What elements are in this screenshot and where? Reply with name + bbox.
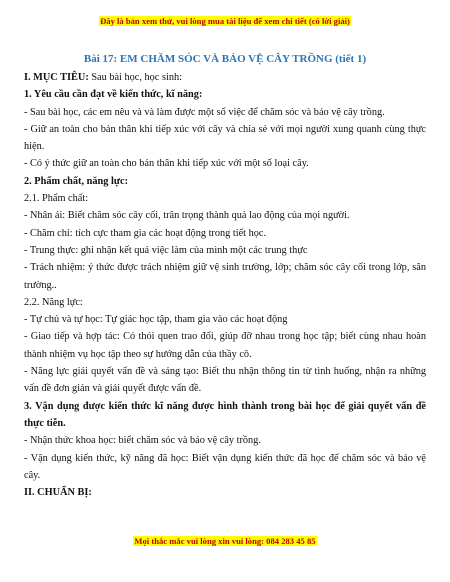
section-intro: Sau bài học, học sinh: [88, 72, 182, 83]
list-item: - Năng lực giải quyết vấn đề và sáng tạo: Biết thu nhận thông tin từ tình huống, nhận ra những vấn đề đơn giản và giải quyết được vấn đề. [24, 366, 426, 395]
list-item: - Có ý thức giữ an toàn cho bản thân khi tiếp xúc với một số loại cây. [24, 158, 309, 170]
list-item: - Giao tiếp và hợp tác: Có thói quen trao đổi, giúp đỡ nhau trong học tập; biết cùng nhau hoàn thành nhiệm vụ học tập theo sự hướng dẫn của thầy cô. [24, 331, 426, 360]
preview-notice-text: Đây là bản xem thử, vui lòng mua tài liệu để xem chi tiết (có lời giải) [100, 16, 350, 26]
list-item: - Nhân ái: Biết chăm sóc cây cối, trân trọng thành quả lao động của mọi người. [24, 210, 350, 222]
list-item: - Tự chủ và tự học: Tự giác học tập, tham gia vào các hoạt động [24, 314, 288, 326]
subsection-label: 2.1. Phẩm chất: [24, 193, 89, 205]
contact-text: Mọi thắc mắc vui lòng xin vui lòng: 084 283 45 85 [134, 536, 316, 546]
list-item: - Sau bài học, các em nêu và và làm được một số việc để chăm sóc và bảo vệ cây trồng. [24, 106, 385, 118]
subsection-heading: 1. Yêu cầu cần đạt về kiến thức, kĩ năng: [24, 89, 203, 101]
document-body [24, 52, 426, 501]
list-item: - Trách nhiệm: ý thức được trách nhiệm giữ vệ sinh trường, lớp; chăm sóc cây cối trong lớp, sân trường.. [24, 262, 426, 291]
list-item: - Vận dụng kiến thức, kỹ năng đã học: Biết vận dụng kiến thức đã học để chăm sóc và bảo vệ cây. [24, 452, 426, 481]
list-item: - Chăm chỉ: tích cực tham gia các hoạt động trong tiết học. [24, 227, 267, 239]
list-item: - Trung thực: ghi nhận kết quả việc làm của mình một các trung thực [24, 244, 308, 256]
subsection-label: 2.2. Năng lực: [24, 296, 83, 308]
subsection-heading: 3. Vận dụng được kiến thức kĩ năng được hình thành trong bài học để giải quyết vấn đề thực tiễn. [24, 400, 426, 429]
list-item: - Nhận thức khoa học: biết chăm sóc và bảo vệ cây trồng. [24, 435, 261, 447]
section-heading: I. MỤC TIÊU: [24, 72, 89, 83]
section-objectives [24, 69, 426, 86]
subsection-heading: 2. Phẩm chất, năng lực: [24, 175, 128, 187]
contact-banner [0, 536, 450, 546]
lesson-title: Bài 17: EM CHĂM SÓC VÀ BẢO VỆ CÂY TRỒNG (tiết 1) [83, 53, 367, 65]
preview-notice-banner [0, 16, 450, 26]
section-heading: II. CHUẨN BỊ: [24, 487, 92, 499]
list-item: - Giữ an toàn cho bản thân khi tiếp xúc với cây và chia sẻ với mọi người xung quanh cùng thực hiện. [24, 123, 426, 153]
